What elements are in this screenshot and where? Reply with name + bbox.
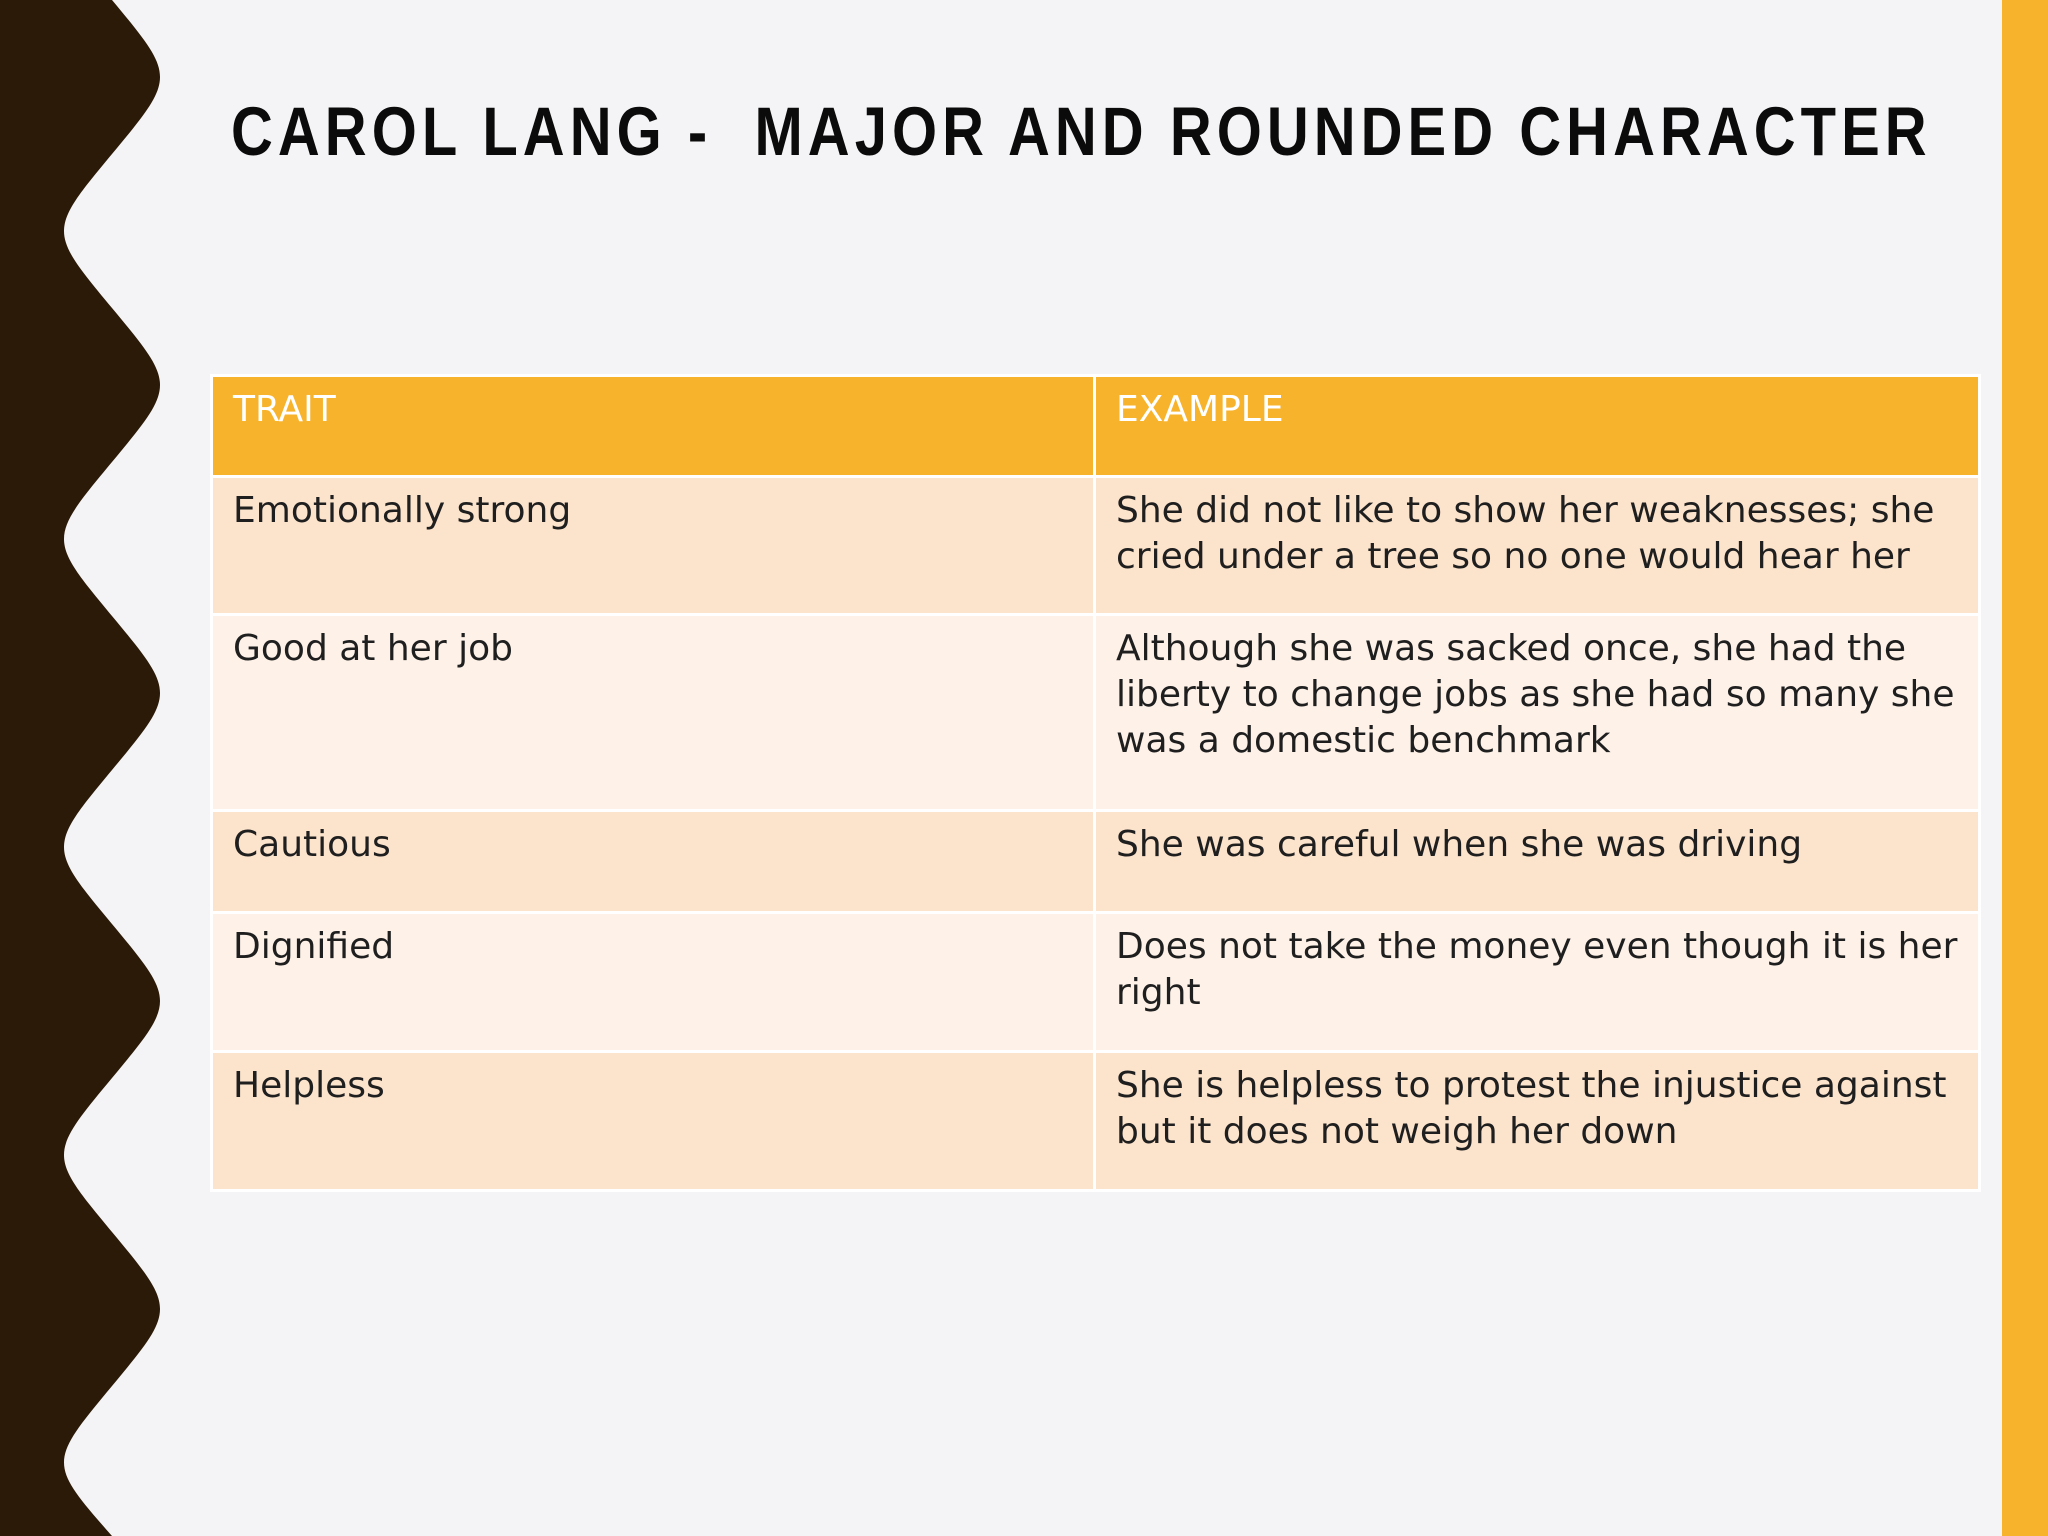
trait-cell: Helpless: [212, 1052, 1095, 1191]
slide-title: CAROL LANG - MAJOR AND ROUNDED CHARACTER: [231, 93, 1932, 170]
table-row: [212, 811, 1980, 913]
trait-cell: Dignified: [212, 913, 1095, 1052]
table-row: [212, 477, 1980, 615]
example-cell: Does not take the money even though it is her right: [1095, 913, 1980, 1052]
table-row: [212, 1052, 1980, 1191]
example-cell: She was careful when she was driving: [1095, 811, 1980, 913]
table-header-row: [212, 376, 1980, 477]
table-row: [212, 615, 1980, 811]
table-row: [212, 913, 1980, 1052]
trait-table: [210, 374, 1981, 1192]
wavy-border-decoration: [0, 0, 160, 1536]
trait-cell: Good at her job: [212, 615, 1095, 811]
example-cell: Although she was sacked once, she had the liberty to change jobs as she had so many she was a domestic benchmark: [1095, 615, 1980, 811]
accent-side-bar: [2002, 0, 2048, 1536]
header-example: EXAMPLE: [1095, 376, 1980, 477]
example-cell: She did not like to show her weaknesses; she cried under a tree so no one would hear her: [1095, 477, 1980, 615]
header-trait: TRAIT: [212, 376, 1095, 477]
example-cell: She is helpless to protest the injustice against but it does not weigh her down: [1095, 1052, 1980, 1191]
trait-cell: Emotionally strong: [212, 477, 1095, 615]
trait-cell: Cautious: [212, 811, 1095, 913]
